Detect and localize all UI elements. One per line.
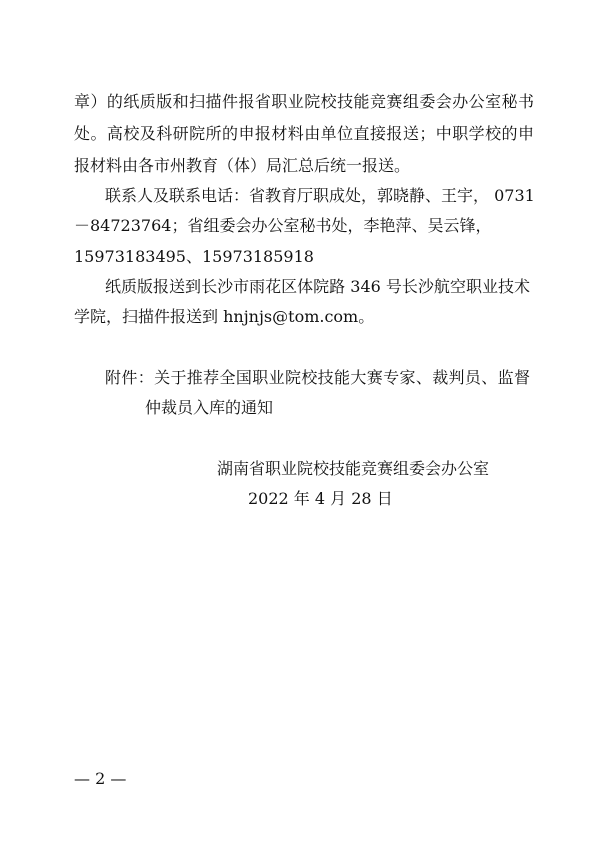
signature-date: 2022 年 4 月 28 日 <box>248 489 393 508</box>
submission-line2: 学院，扫描件报送到 hnjnjs@tom.com。 <box>74 307 375 326</box>
attachment-line2: 仲裁员入库的通知 <box>145 398 274 417</box>
submission-line1: 纸质版报送到长沙市雨花区体院路 346 号长沙航空职业技术 <box>105 277 530 296</box>
page-number: — 2 — <box>74 769 127 788</box>
contact-line1: 联系人及联系电话：省教育厅职成处，郭晓静、王宇， 0731 <box>105 186 535 205</box>
contact-line3: 15973183495、15973185918 <box>74 247 314 266</box>
attachment-line1: 附件：关于推荐全国职业院校技能大赛专家、裁判员、监督 <box>105 368 530 387</box>
paragraph1-line2: 处。高校及科研院所的申报材料由单位直接报送；中职学校的申 <box>74 124 534 143</box>
paragraph1-line3: 报材料由各市州教育（体）局汇总后统一报送。 <box>74 156 411 175</box>
paragraph1-line1: 章）的纸质版和扫描件报省职业院校技能竞赛组委会办公室秘书 <box>74 92 534 111</box>
contact-line2: －84723764；省组委会办公室秘书处，李艳萍、吴云锋， <box>74 216 492 235</box>
signature-org: 湖南省职业院校技能竞赛组委会办公室 <box>217 459 490 478</box>
